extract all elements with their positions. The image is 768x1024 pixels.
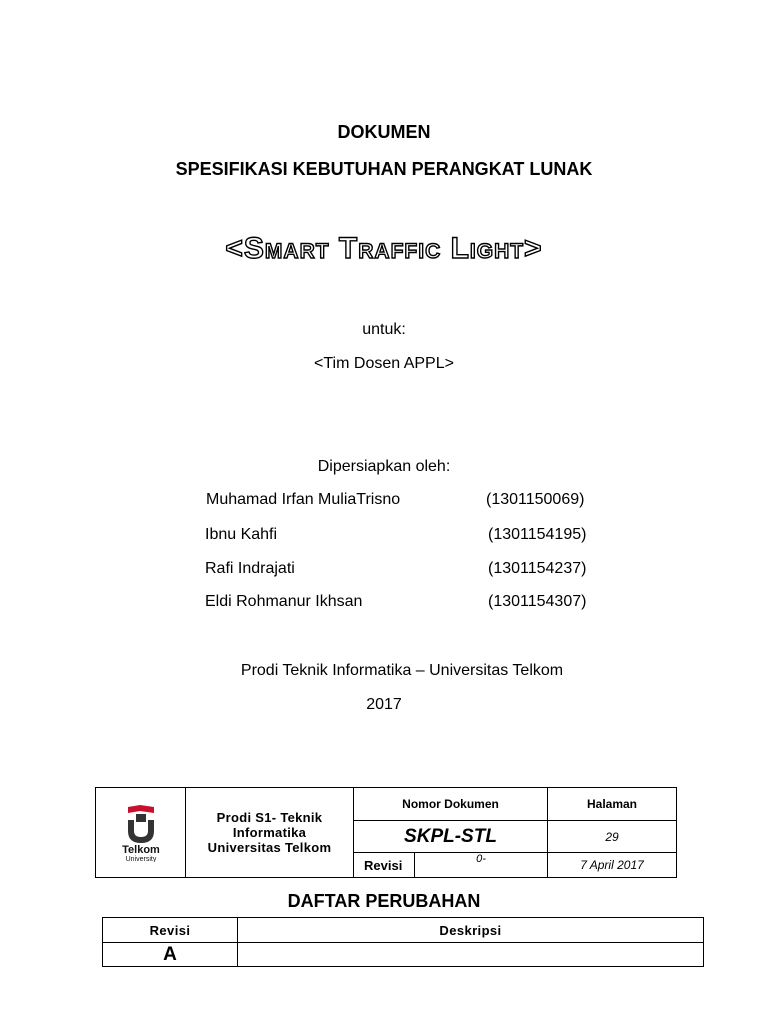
doc-code: SKPL-STL [354, 821, 548, 853]
logo-cell [96, 788, 186, 878]
recipient: <Tim Dosen APPL> [314, 355, 454, 372]
telkom-university-logo [110, 804, 172, 862]
logo-sub: University [125, 855, 156, 862]
table-row [103, 943, 704, 967]
nomor-dokumen-label: Nomor Dokumen [354, 788, 548, 821]
daftar-perubahan-title: DAFTAR PERUBAHAN [287, 891, 481, 911]
revisi-cell-value: A [103, 943, 238, 967]
institution: Prodi Teknik Informatika – Universitas Telkom [240, 662, 564, 679]
member-name: Ibnu Kahfi [205, 526, 278, 543]
deskripsi-column-header: Deskripsi [238, 918, 704, 943]
member-name: Rafi Indrajati [205, 560, 295, 577]
document-header-table [95, 787, 677, 878]
member-id: (1301150069) [486, 491, 585, 508]
member-name: Eldi Rohmanur Ikhsan [205, 593, 363, 610]
year: 2017 [366, 696, 402, 713]
member-name: Muhamad Irfan MuliaTrisno [206, 491, 401, 508]
halaman-label: Halaman [548, 788, 677, 821]
doc-date: 7 April 2017 [548, 853, 677, 878]
revisi-value: 0- [476, 853, 486, 865]
revisi-column-header: Revisi [103, 918, 238, 943]
logo-name: Telkom [121, 843, 160, 856]
deskripsi-cell-value [238, 943, 704, 967]
for-label: untuk: [362, 321, 406, 338]
member-id: (1301154195) [488, 526, 587, 543]
org-line: Universitas Telkom [207, 840, 332, 855]
revisi-label: Revisi [354, 853, 415, 877]
org-cell [186, 788, 354, 878]
project-title: <Smart Traffic Light> [225, 232, 543, 265]
org-line: Prodi S1- Teknik [216, 810, 323, 825]
document-label: DOKUMEN [337, 122, 431, 142]
revision-table [102, 917, 704, 967]
document-title: SPESIFIKASI KEBUTUHAN PERANGKAT LUNAK [175, 159, 593, 179]
member-id: (1301154307) [488, 593, 587, 610]
org-line: Informatika [232, 825, 307, 840]
revisi-cell [354, 853, 548, 878]
member-id: (1301154237) [488, 560, 587, 577]
prepared-by-label: Dipersiapkan oleh: [317, 458, 451, 475]
page-count: 29 [548, 821, 677, 853]
